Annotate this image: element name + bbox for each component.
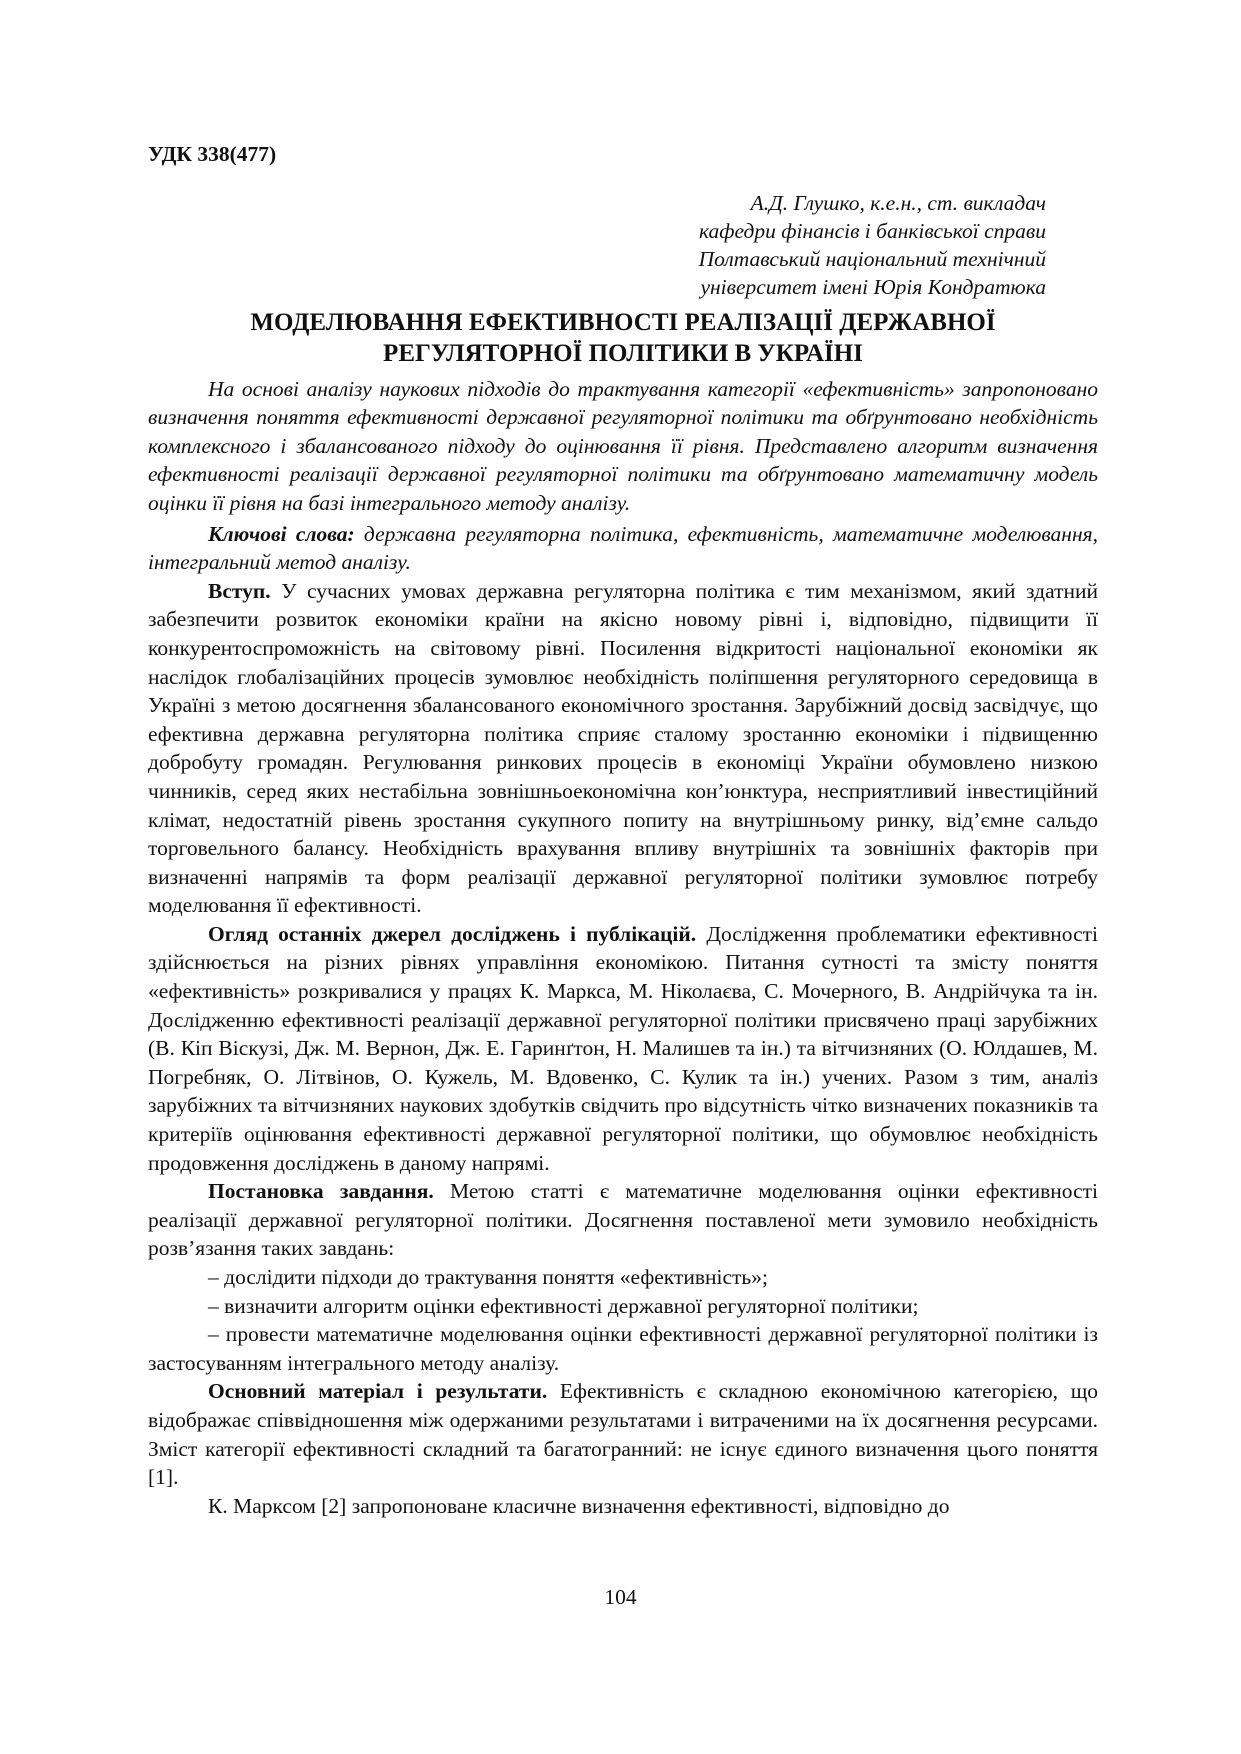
task-list-item: – визначити алгоритм оцінки ефективності державної регуляторної політики; (208, 1293, 919, 1318)
task-text: Метою статті є математичне моделювання оцінки ефективності реалізації державної регуляторної політики. Досягнення поставленої мети зумовило необхідність розв’язання таких завдань: (148, 1179, 1098, 1261)
author-department: кафедри фінансів і банківської справи (698, 218, 1046, 243)
task-heading: Постановка завдання. (208, 1179, 434, 1204)
author-university-line-1: Полтавський національний технічний (698, 246, 1046, 271)
intro-paragraph (148, 577, 1098, 920)
keywords-label: Ключові слова: (208, 521, 355, 546)
review-text: Дослідження проблематики ефективності здійснюється на різних рівнях управління економікою. Питання сутності та змісту поняття «ефективність» розкривалися у працях К. Маркса, М. Ніколаєва, С. Мочерного, В. Андрійчука та ін. Дослідженню ефективності реалізації державної регуляторної політики присвячено праці зарубіжних (В. Кіп Віскузі, Дж. М. Вернон, Дж. Е. Гаринґтон, Н. Малишев та ін.) та вітчизняних (О. Юлдашев, М. Погребняк, О. Літвінов, О. Кужель, М. Вдовенко, С. Кулик та ін.) учених. Разом з тим, аналіз зарубіжних та вітчизняних наукових здобутків свідчить про відсутність чітко визначених показників та критеріїв оцінювання ефективності державної регуляторної політики, що обумовлює необхідність продовження досліджень в даному напрямі. (148, 921, 1099, 1175)
paper-title-line-1: МОДЕЛЮВАННЯ ЕФЕКТИВНОСТІ РЕАЛІЗАЦІЇ ДЕРЖАВНОЇ (250, 308, 996, 336)
abstract: На основі аналізу наукових підходів до трактування категорії «ефективність» запропоновано визначення поняття ефективності державної регуляторної політики та обґрунтовано необхідність комплексного і збалансованого підходу до оцінювання її рівня. Представлено алгоритм визначення ефективності реалізації державної регуляторної політики та обґрунтовано математичну модель оцінки її рівня на базі інтегрального методу аналізу. (148, 376, 1098, 515)
keywords (148, 520, 1098, 577)
last-paragraph: К. Марксом [2] запропоноване класичне визначення ефективності, відповідно до (208, 1493, 950, 1518)
paper-page (148, 140, 1098, 1520)
author-university-line-2: університет імені Юрія Кондратюка (700, 274, 1046, 299)
udk-code: УДК 338(477) (148, 142, 277, 166)
task-list-item: – провести математичне моделювання оцінки ефективності державної регуляторної політики із застосуванням інтегрального методу аналізу. (148, 1322, 1098, 1375)
paper-title-line-2: РЕГУЛЯТОРНОЇ ПОЛІТИКИ В УКРАЇНІ (383, 339, 863, 367)
task-list-item: – дослідити підходи до трактування поняття «ефективність»; (208, 1265, 768, 1289)
review-paragraph (148, 920, 1098, 1177)
results-heading: Основний матеріал і результати. (208, 1379, 548, 1404)
author-block (148, 189, 1046, 301)
task-paragraph (148, 1177, 1098, 1263)
author-name: А.Д. Глушко, к.е.н., ст. викладач (750, 190, 1046, 215)
results-text: Ефективність є складною економічною категорією, що відображає співвідношення між одержаними результатами і витраченими на їх досягнення ресурсами. Зміст категорії ефективності складний та багатогранний: не існує єдиного визначення цього поняття [1]. (148, 1379, 1099, 1490)
intro-heading: Вступ. (208, 578, 271, 603)
keywords-text: державна регуляторна політика, ефективність, математичне моделювання, інтегральний метод аналізу. (148, 521, 1098, 575)
intro-text: У сучасних умовах державна регуляторна політика є тим механізмом, який здатний забезпечити розвиток економіки країни на якісно новому рівні і, відповідно, підвищити її конкурентоспроможність на світовому рівні. Посилення відкритості національної економіки як наслідок глобалізаційних процесів зумовлює необхідність поліпшення регуляторного середовища в Україні з метою досягнення збалансованого економічного зростання. Зарубіжний досвід засвідчує, що ефективна державна регуляторна політика сприяє сталому зростанню економіки і підвищенню добробуту громадян. Регулювання ринкових процесів в економіці України обумовлено низкою чинників, серед яких нестабільна зовнішньоекономічна кон’юнктура, несприятливий інвестиційний клімат, недостатній рівень зростання сукупного попиту на внутрішньому ринку, від’ємне сальдо торговельного балансу. Необхідність врахування впливу внутрішніх та зовнішніх факторів при визначенні напрямів та форм реалізації державної регуляторної політики зумовлює потребу моделювання її ефективності. (148, 578, 1098, 918)
review-heading: Огляд останніх джерел досліджень і публікацій. (208, 921, 697, 946)
paper-title (148, 307, 1098, 369)
results-paragraph (148, 1377, 1098, 1491)
page-number: 104 (604, 1585, 637, 1609)
